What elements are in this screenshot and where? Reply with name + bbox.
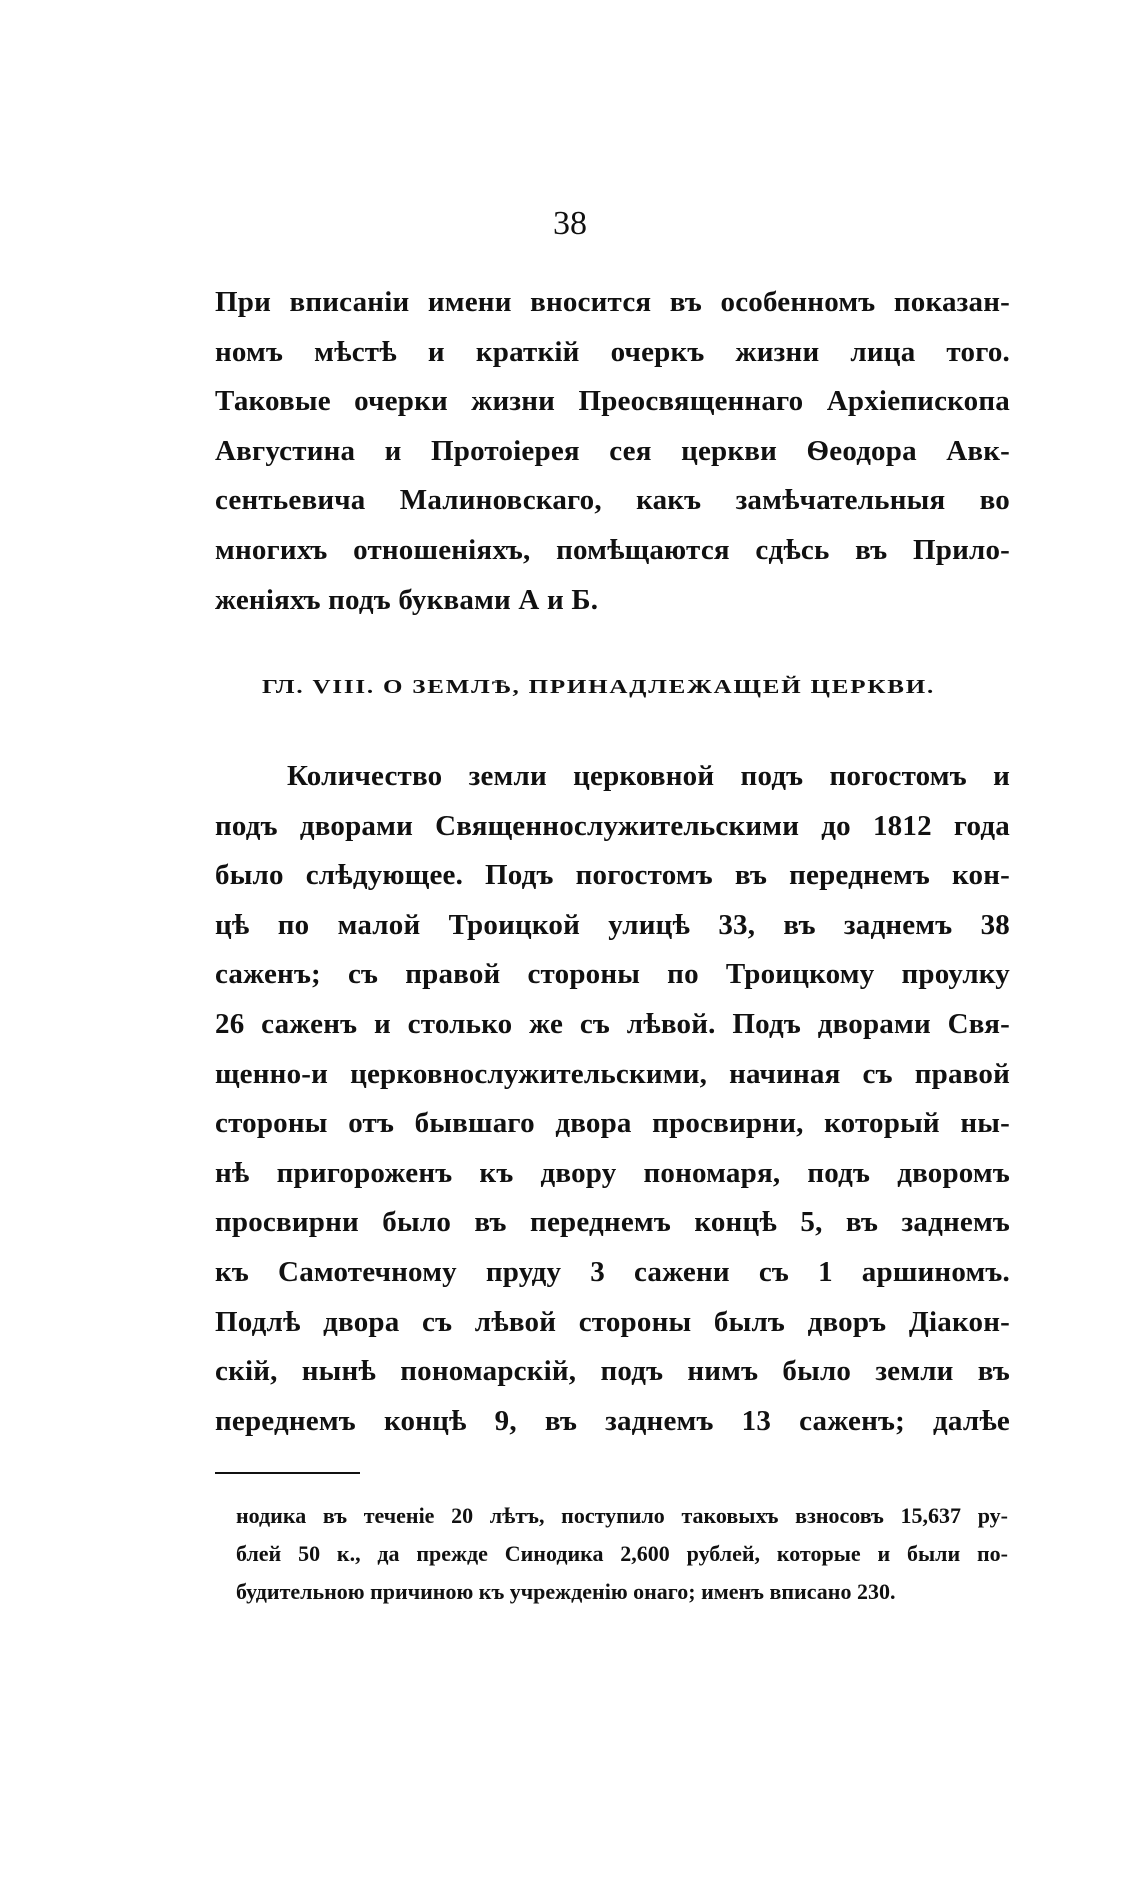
footnote-line: блей 50 к., да прежде Синодика 2,600 рублей, которые и были по- [236,1541,1008,1566]
text-line: переднемъ концѣ 9, въ заднемъ 13 саженъ; далѣе [215,1404,1010,1437]
footnote-divider [215,1472,360,1474]
footnote-line: нодика въ теченіе 20 лѣтъ, поступило таковыхъ взносовъ 15,637 ру- [236,1503,1008,1528]
text-line: стороны отъ бывшаго двора просвирни, который ны- [215,1107,1010,1140]
text-line: Августина и Протоіерея сея церкви Ѳеодора Авк- [215,434,1010,467]
text-line: Таковые очерки жизни Преосвященнаго Архіепископа [215,385,1010,418]
text-line: 26 саженъ и столько же съ лѣвой. Подъ дворами Свя- [215,1007,1010,1040]
text-line: цѣ по малой Троицкой улицѣ 33, въ заднемъ 38 [215,908,1010,941]
text-line: саженъ; съ правой стороны по Троицкому проулку [215,958,1010,991]
text-line: было слѣдующее. Подъ погостомъ въ переднемъ кон- [215,859,1010,892]
chapter-heading: ГЛ. VIII. О ЗЕМЛѢ, ПРИНАДЛЕЖАЩЕЙ ЦЕРКВИ. [262,676,936,699]
text-line: женіяхъ подъ буквами А и Б. [215,583,599,616]
text-line: При вписаніи имени вносится въ особенномъ показан- [215,286,1010,318]
text-line: нѣ пригороженъ къ двору пономаря, подъ дворомъ [215,1156,1010,1189]
footnote-line: будительною причиною къ учрежденію онаго; именъ вписано 230. [236,1579,896,1604]
text-line: номъ мѣстѣ и краткій очеркъ жизни лица того. [215,335,1010,368]
footnote [236,1497,1008,1611]
text-line: Количество земли церковной подъ погостомъ и [287,760,1010,792]
text-line: многихъ отношеніяхъ, помѣщаются сдѣсь въ Прило- [215,533,1010,566]
text-line: просвирни было въ переднемъ концѣ 5, въ заднемъ [215,1206,1010,1239]
paragraph-church-land [215,752,1010,1446]
text-line: скій, нынѣ пономарскій, подъ нимъ было земли въ [215,1355,1010,1388]
text-line: подъ дворами Священнослужительскими до 1812 года [215,809,1010,842]
text-line: Подлѣ двора съ лѣвой стороны былъ дворъ Діакон- [215,1305,1010,1338]
paragraph-memorial-sketches [215,278,1010,625]
text-line: щенно-и церковнослужительскими, начиная съ правой [215,1057,1010,1090]
text-line: къ Самотечному пруду 3 сажени съ 1 аршиномъ. [215,1255,1010,1288]
page-number: 38 [553,205,587,242]
text-line: сентьевича Малиновскаго, какъ замѣчательныя во [215,484,1010,517]
